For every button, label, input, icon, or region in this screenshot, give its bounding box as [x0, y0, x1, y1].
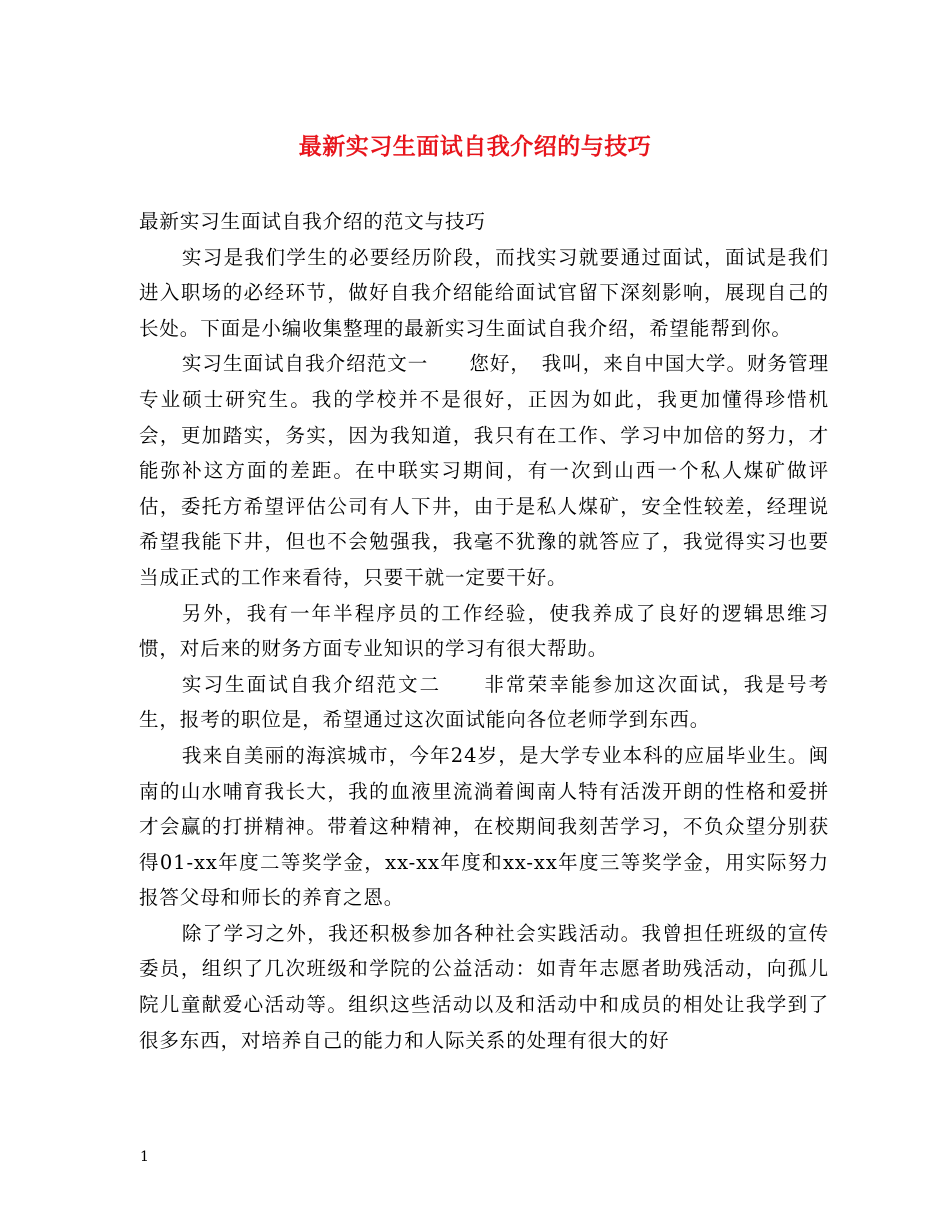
paragraph-programmer-experience: 另外，我有一年半程序员的工作经验，使我养成了良好的逻辑思维习惯，对后来的财务方面专业知识的学习有很大帮助。: [139, 601, 829, 661]
page-number: 1: [140, 1149, 149, 1165]
paragraph-example-two: 实习生面试自我介绍范文二 非常荣幸能参加这次面试，我是号考生，报考的职位是，希望通过这次面试能向各位老师学到东西。: [139, 672, 829, 732]
document-body: [139, 204, 829, 1058]
paragraph-hometown: 我来自美丽的海滨城市，今年24岁，是大学专业本科的应届毕业生。闽南的山水哺育我长大，我的血液里流淌着闽南人特有活泼开朗的性格和爱拼才会赢的打拼精神。带着这种精神，在校期间我刻苦学习，不负众望分别获得01-xx年度二等奖学金，xx-xx年度和xx-xx年度三等奖学金，用实际努力报答父母和师长的养育之恩。: [139, 743, 829, 910]
paragraph-intro: 实习是我们学生的必要经历阶段，而找实习就要通过面试，面试是我们进入职场的必经环节，做好自我介绍能给面试官留下深刻影响，展现自己的长处。下面是小编收集整理的最新实习生面试自我介绍，希望能帮到你。: [139, 245, 829, 340]
paragraph-activities: 除了学习之外，我还积极参加各种社会实践活动。我曾担任班级的宣传委员，组织了几次班级和学院的公益活动：如青年志愿者助残活动，向孤儿院儿童献爱心活动等。组织这些活动以及和活动中和成员的相处让我学到了很多东西，对培养自己的能力和人际关系的处理有很大的好: [139, 921, 829, 1052]
document-title: 最新实习生面试自我介绍的与技巧: [298, 133, 652, 160]
subtitle-paragraph: 最新实习生面试自我介绍的范文与技巧: [139, 210, 486, 233]
paragraph-example-one: 实习生面试自我介绍范文一 您好， 我叫，来自中国大学。财务管理专业硕士研究生。我的学校并不是很好，正因为如此，我更加懂得珍惜机会，更加踏实，务实，因为我知道，我只有在工作、学习中加倍的努力，才能弥补这方面的差距。在中联实习期间，有一次到山西一个私人煤矿做评估，委托方希望评估公司有人下井，由于是私人煤矿，安全性较差，经理说希望我能下井，但也不会勉强我，我毫不犹豫的就答应了，我觉得实习也要当成正式的工作来看待，只要干就一定要干好。: [139, 352, 829, 589]
